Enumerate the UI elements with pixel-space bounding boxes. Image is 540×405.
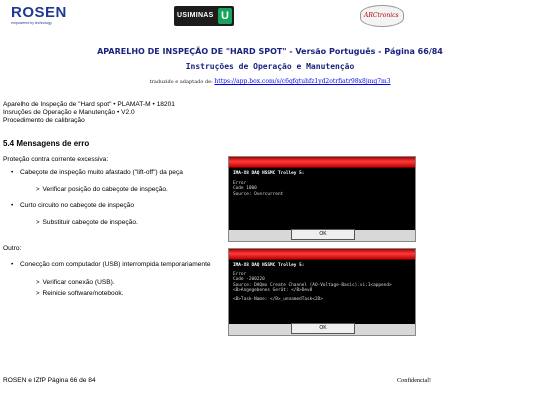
other-action-2 (36, 290, 124, 297)
overcurrent-intro: Proteção contra corrente excessiva: (3, 156, 109, 163)
dialog-line: Source: Overcurrent (233, 191, 284, 197)
footer-page-info: ROSEN e IZfP Página 66 de 84 (3, 377, 96, 384)
usb-error-dialog (228, 248, 416, 336)
dialog-line: Source: DAQmx Create Channel (AO-Voltage-Basic).vi:1<append> (233, 282, 392, 288)
meta-line: Insruções de Operação e Manutenção • V2.0 (3, 109, 135, 116)
other-cause-1: • Conecção com computador (USB) interrompida temporariamente (20, 261, 211, 268)
rosen-logo (5, 4, 75, 26)
section-heading: 5.4 Mensagens de erro (3, 139, 90, 148)
action-text: Substituir cabeçote de inspeção. (42, 219, 138, 226)
usiminas-mark-icon: U (218, 8, 232, 24)
rosen-logo-text: ROSEN (11, 4, 67, 21)
ok-button[interactable]: OK (291, 229, 355, 240)
signature-logo (360, 5, 404, 27)
action-text: Reinicie software/notebook. (42, 290, 124, 297)
overcurrent-cause-2: • Curto circuito no cabeçote de inspeção (20, 202, 134, 209)
dialog-line: Code -200220 (233, 277, 265, 283)
credit-prefix: traduzido e adaptado de: (149, 79, 213, 85)
dialog-footer (229, 324, 415, 335)
action-text: Verificar conexão (USB). (42, 279, 115, 286)
document-subtitle: Instruções de Operação e Manutenção (185, 62, 355, 71)
document-meta (3, 101, 175, 125)
action-text: Verificar posição do cabeçote de inspeção. (42, 186, 168, 193)
other-intro: Outro: (3, 245, 22, 252)
dialog-header-stripe (229, 157, 415, 168)
dialog-line: Error (233, 271, 247, 277)
meta-line: Procedimento de calibração (3, 117, 85, 124)
dialog-line: <B>Task-Name: </B>_unnamedTask<2D> (233, 296, 323, 302)
dialog-header-stripe (229, 249, 415, 260)
overcurrent-cause-1: • Cabeçote de inspeção muito afastado ("lift-off") da peça (20, 169, 183, 176)
ok-button[interactable]: OK (291, 323, 355, 334)
dialog-line: Error (233, 180, 247, 186)
dialog-content (229, 260, 415, 306)
dialog-footer (229, 230, 415, 241)
meta-line: Aparelho de Inspeção de "Hard spot" • PLAMAT-M • 18201 (3, 101, 175, 108)
dialog-line: Code 1000 (233, 186, 257, 192)
document-title: APARELHO DE INSPEÇÃO DE "HARD SPOT" - Versão Português - Página 66/84 (97, 47, 443, 56)
overcurrent-action-2 (36, 219, 138, 226)
dialog-title: IMA-X8 DAQ NSSMC Trolley 5: (233, 171, 305, 176)
dialog-title: IMA-X8 DAQ NSSMC Trolley 5: (233, 263, 305, 268)
dialog-content (229, 168, 415, 200)
rosen-tagline: empowered by technology (11, 21, 52, 25)
usiminas-logo-text: USIMINAS (177, 12, 214, 19)
signature-logo-text: ARCtronics (364, 12, 399, 19)
dialog-line: <B>Angegebenes Gerät: </B>Dev8 (233, 288, 313, 294)
overcurrent-error-dialog (228, 156, 416, 242)
translation-credit (0, 78, 540, 85)
overcurrent-action-1 (36, 186, 168, 193)
other-action-1 (36, 279, 115, 286)
usiminas-logo (174, 6, 234, 26)
source-link[interactable]: https://app.box.com/s/c6qfqtuhfz1yd2otrfiatr98x8jmg7m3 (214, 78, 391, 85)
footer-confidential: Confidencial! (397, 377, 432, 384)
